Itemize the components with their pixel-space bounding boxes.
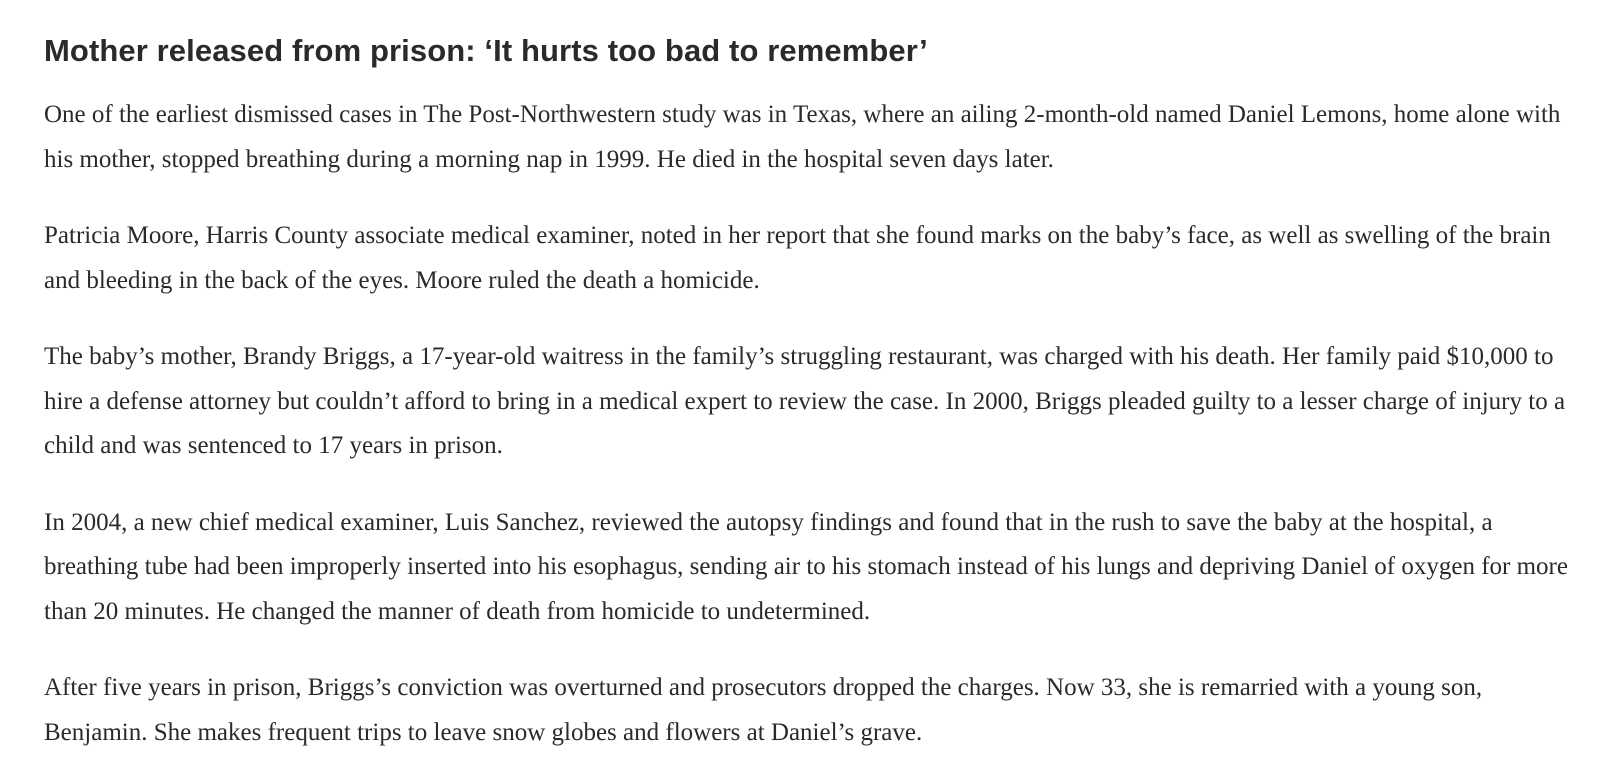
article-paragraph-5: After five years in prison, Briggs’s conviction was overturned and prosecutors dropped the charges. Now 33, she is remarried with a young son, Benjamin. She makes frequent trips to leave snow globes and flowers at Daniel’s grave.: [44, 674, 1483, 746]
section-headline: Mother released from prison: ‘It hurts too bad to remember’: [44, 33, 928, 68]
article-paragraph-3: The baby’s mother, Brandy Briggs, a 17-year-old waitress in the family’s struggling restaurant, was charged with his death. Her family paid $10,000 to hire a defense attorney but couldn’t afford to bring in a medical expert to review the case. In 2000, Briggs pleaded guilty to a lesser charge of injury to a child and was sentenced to 17 years in prison.: [44, 343, 1566, 459]
article-paragraph-2: Patricia Moore, Harris County associate medical examiner, noted in her report that she found marks on the baby’s face, as well as swelling of the brain and bleeding in the back of the eyes. Moore ruled the death a homicide.: [44, 222, 1551, 294]
article-paragraph-4: In 2004, a new chief medical examiner, Luis Sanchez, reviewed the autopsy findings and found that in the rush to save the baby at the hospital, a breathing tube had been improperly inserted into his esophagus, sending air to his stomach instead of his lungs and depriving Daniel of oxygen for more than 20 minutes. He changed the manner of death from homicide to undetermined.: [44, 508, 1568, 625]
article-paragraph-1: One of the earliest dismissed cases in The Post-Northwestern study was in Texas, where an ailing 2-month-old named Daniel Lemons, home alone with his mother, stopped breathing during a morning nap in 1999. He died in the hospital seven days later.: [44, 101, 1561, 173]
